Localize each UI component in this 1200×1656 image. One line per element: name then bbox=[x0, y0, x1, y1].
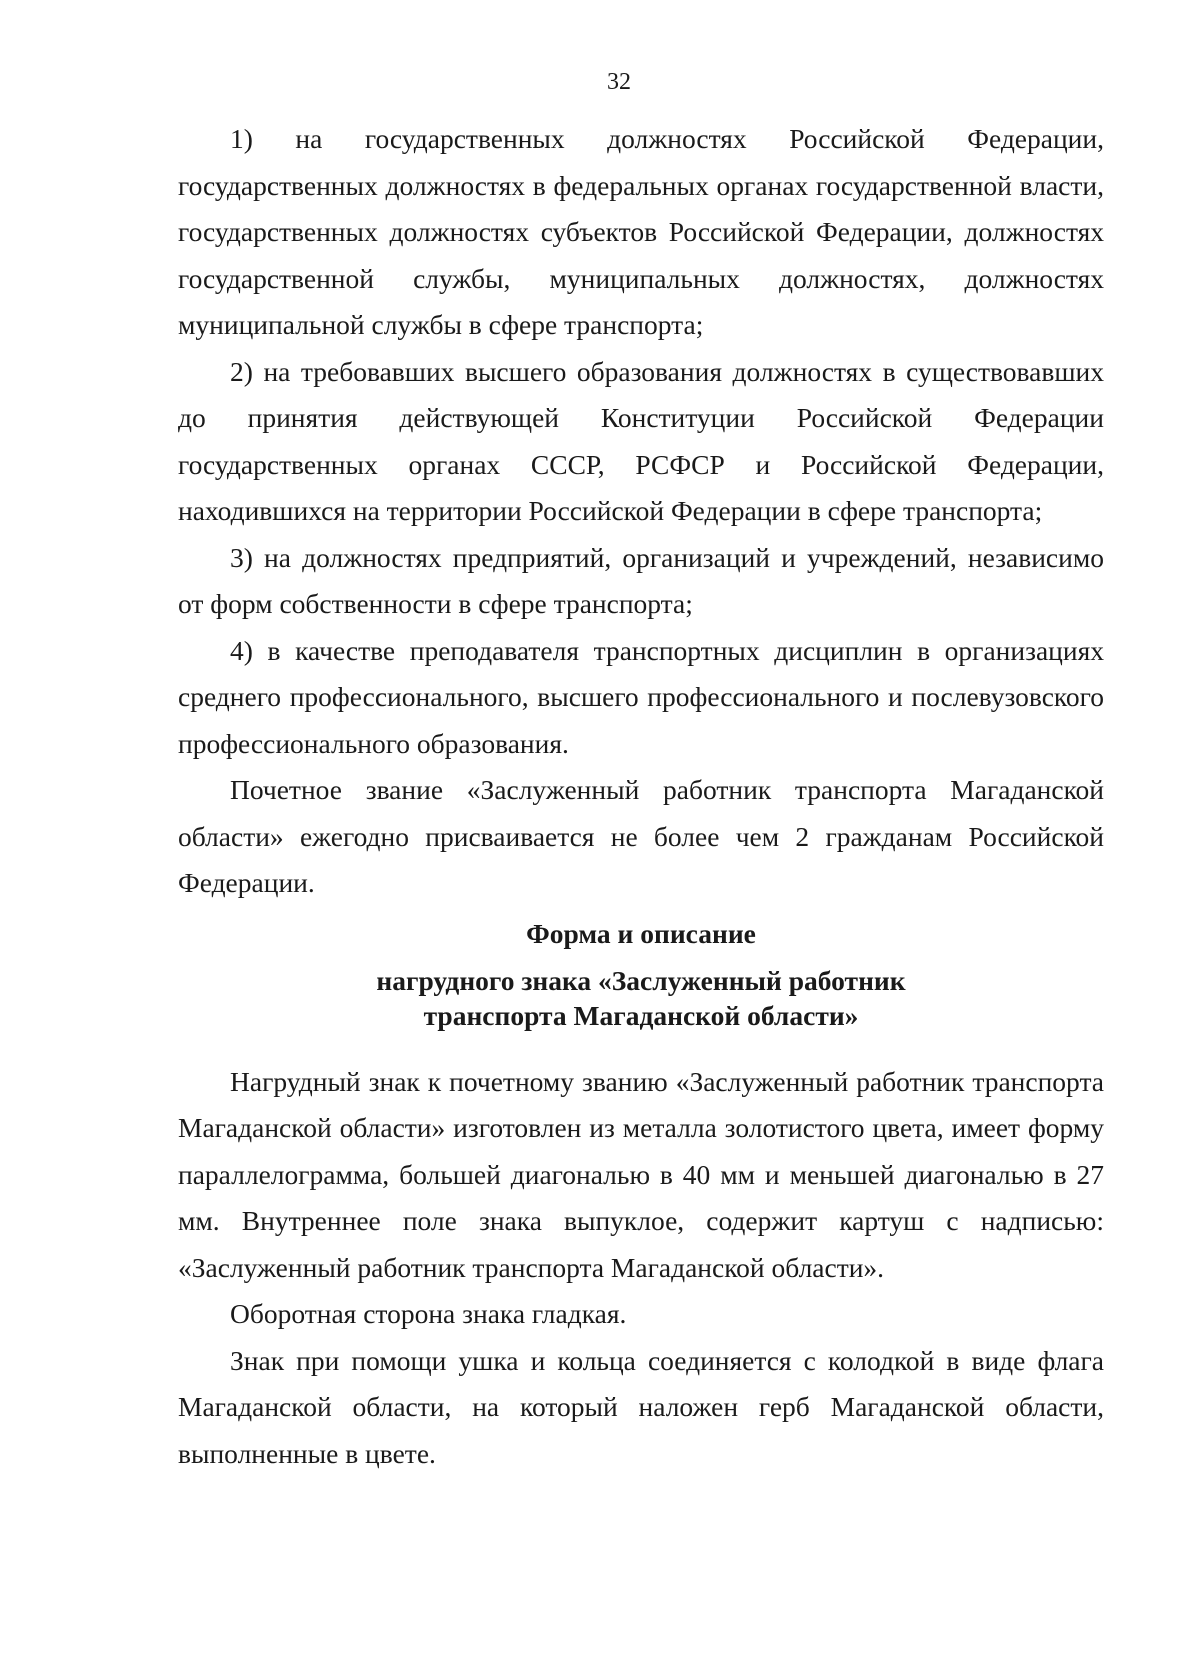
list-item: 1) на государственных должностях Российской Федерации, государственных должностях в федеральных органах государственной власти, государственных должностях субъектов Российской Федерации, должностях государственной службы, муниципальных должностях, должностях муниципальной службы в сфере транспорта; bbox=[178, 123, 1104, 340]
document-body bbox=[178, 116, 1104, 1477]
honorary-title-paragraph: Почетное звание «Заслуженный работник транспорта Магаданской области» ежегодно присваивается не более чем 2 гражданам Российской Федерации. bbox=[178, 774, 1104, 898]
list-item: 4) в качестве преподавателя транспортных дисциплин в организациях среднего профессионального, высшего профессионального и послевузовского профессионального образования. bbox=[178, 634, 1104, 759]
section-heading bbox=[178, 907, 1104, 1033]
badge-attachment-paragraph: Знак при помощи ушка и кольца соединяется с колодкой в виде флага Магаданской области, на который наложен герб Магаданской области, выполненные в цвете. bbox=[178, 1344, 1104, 1469]
list-item: 3) на должностях предприятий, организаций и учреждений, независимо от форм собственности в сфере транспорта; bbox=[178, 541, 1104, 619]
list-item: 2) на требовавших высшего образования должностях в существовавших до принятия действующей Конституции Российской Федерации государственных органах СССР, РСФСР и Российской Федерации, находившихся на территории Российской Федерации в сфере транспорта; bbox=[178, 355, 1104, 526]
badge-description-paragraph: Нагрудный знак к почетному званию «Заслуженный работник транспорта Магаданской области» изготовлен из металла золотистого цвета, имеет форму параллелограмма, большей диагональю в 40 мм и меньшей диагональю в 27 мм. Внутреннее поле знака выпуклое, содержит картуш с надписью: «Заслуженный работник транспорта Магаданской области». bbox=[178, 1065, 1104, 1283]
section-heading-subtitle-line1: нагрудного знака «Заслуженный работник bbox=[376, 964, 906, 996]
section-heading-title: Форма и описание bbox=[526, 917, 756, 949]
page-number: 32 bbox=[607, 69, 631, 95]
badge-reverse-paragraph: Оборотная сторона знака гладкая. bbox=[230, 1298, 627, 1329]
section-heading-subtitle-line2: транспорта Магаданской области» bbox=[423, 999, 859, 1031]
